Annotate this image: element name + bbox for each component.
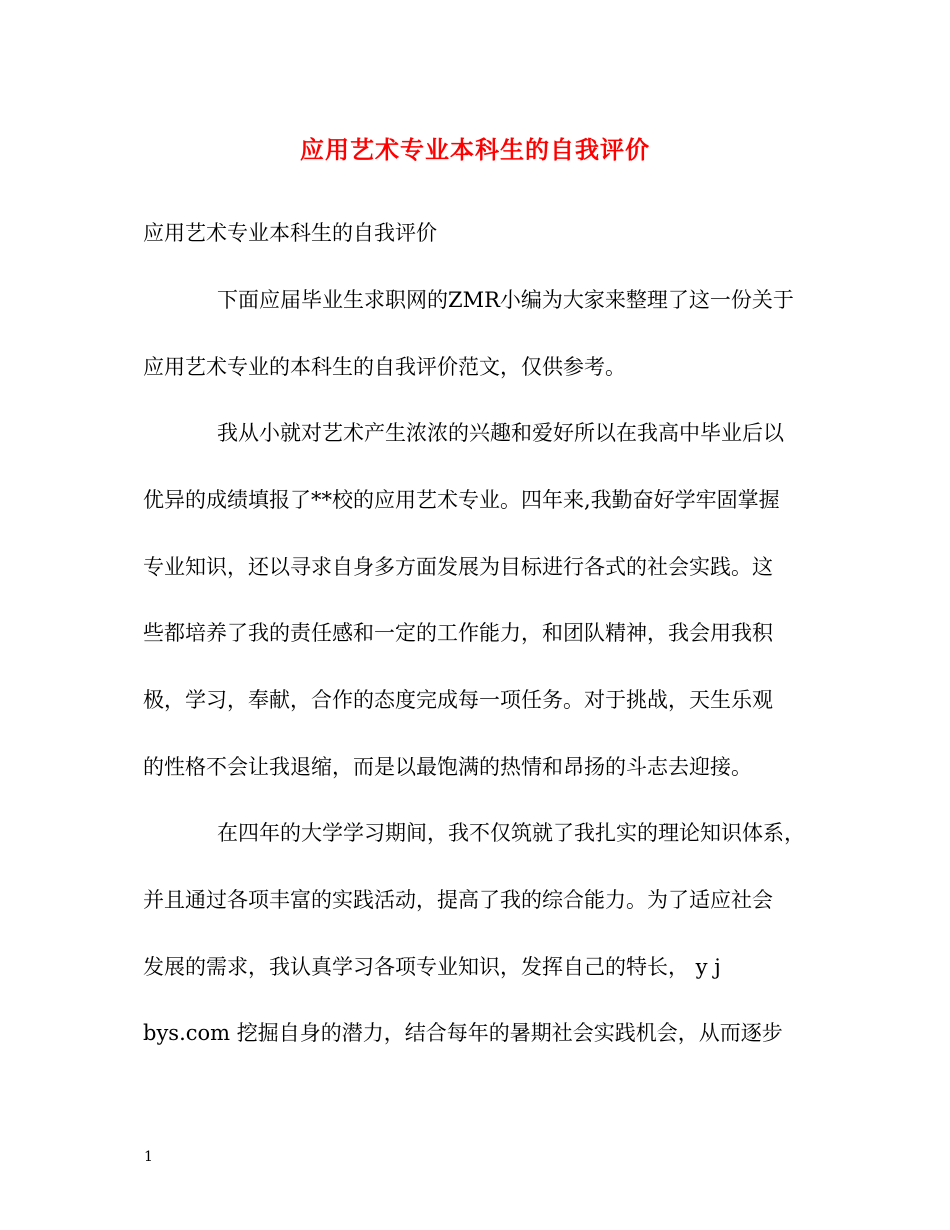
document-subtitle: 应用艺术专业本科生的自我评价: [143, 221, 437, 245]
paragraph-line: 发展的需求，我认真学习各项专业知识，发挥自己的特长， y j: [143, 955, 721, 979]
paragraph-line: 应用艺术专业的本科生的自我评价范文，仅供参考。: [143, 355, 626, 379]
paragraph-line: 些都培养了我的责任感和一定的工作能力，和团队精神，我会用我积: [143, 621, 773, 645]
page-number: 1: [144, 1149, 153, 1165]
page-title: 应用艺术专业本科生的自我评价: [300, 135, 650, 164]
paragraph-line: 并且通过各项丰富的实践活动，提高了我的综合能力。为了适应社会: [143, 888, 773, 912]
paragraph-line: 我从小就对艺术产生浓浓的兴趣和爱好所以在我高中毕业后以: [217, 421, 784, 445]
paragraph-line: 优异的成绩填报了**校的应用艺术专业。四年来,我勤奋好学牢固掌握: [143, 488, 780, 512]
paragraph-line: 极，学习，奉献，合作的态度完成每一项任务。对于挑战，天生乐观: [143, 688, 773, 712]
paragraph-line: 下面应届毕业生求职网的ZMR小编为大家来整理了这一份关于: [217, 288, 794, 312]
paragraph-line: bys.com 挖掘自身的潜力，结合每年的暑期社会实践机会，从而逐步: [143, 1021, 783, 1045]
paragraph-line: 在四年的大学学习期间，我不仅筑就了我扎实的理论知识体系，: [217, 821, 805, 845]
paragraph-line: 的性格不会让我退缩，而是以最饱满的热情和昂扬的斗志去迎接。: [143, 755, 752, 779]
paragraph-line: 专业知识，还以寻求自身多方面发展为目标进行各式的社会实践。这: [143, 555, 773, 579]
